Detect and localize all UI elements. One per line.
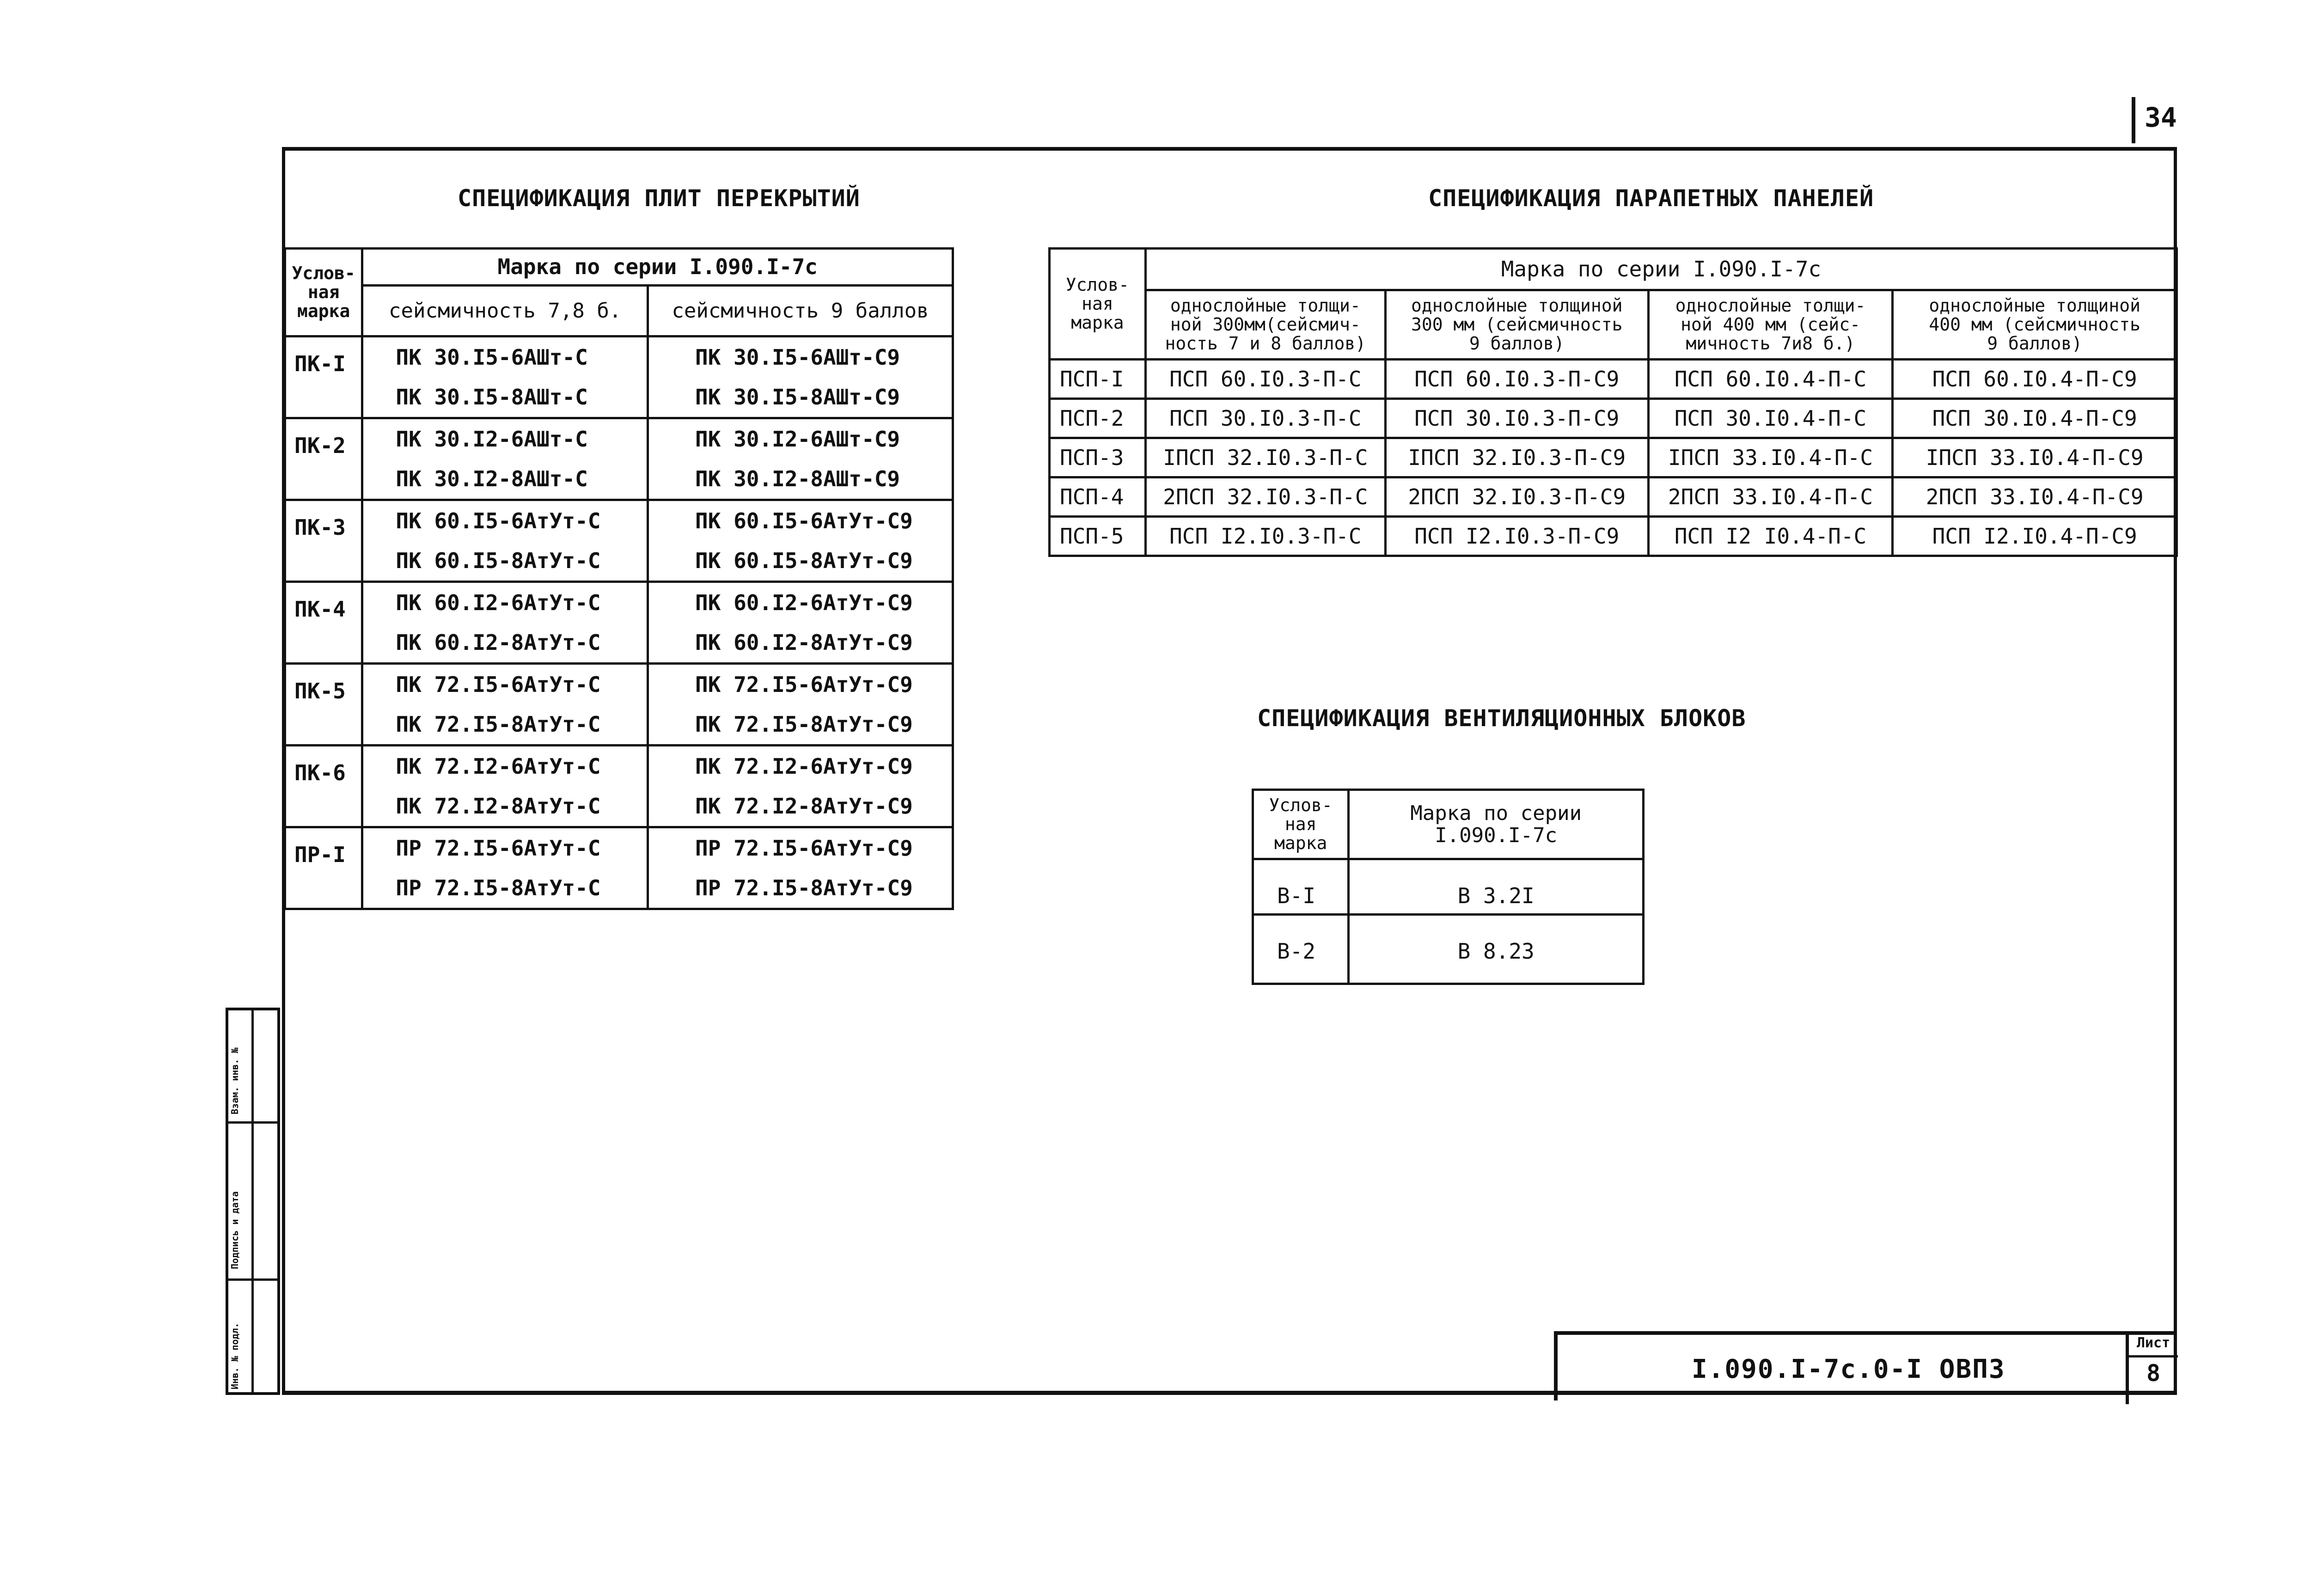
side-stamp-separator — [228, 1278, 277, 1281]
slabs-row-seismic-78 — [362, 827, 648, 909]
slab-brand: ПК 60.I2-8АтУт-С9 — [695, 630, 913, 655]
slab-brand: ПК 60.I2-8АтУт-С — [396, 630, 601, 655]
vent-row-mark: В-2 — [1253, 915, 1349, 984]
parapet-brand: ПСП I2.I0.3-П-С — [1145, 517, 1385, 556]
parapet-brand: ПСП I2.I0.3-П-С9 — [1385, 517, 1648, 556]
vent-header-series: Марка по серии I.090.I-7с — [1349, 790, 1644, 859]
parapets-title: СПЕЦИФИКАЦИЯ ПАРАПЕТНЫХ ПАНЕЛЕЙ — [1428, 185, 1874, 212]
side-stamp-separator — [228, 1121, 277, 1124]
slabs-table — [284, 247, 954, 910]
slabs-row — [285, 418, 953, 500]
side-stamp-label-2: Подпись и дата — [229, 1191, 240, 1269]
slab-brand: ПК 30.I2-8АШт-С — [396, 466, 588, 491]
slabs-row-mark: ПК-5 — [285, 664, 362, 746]
parapets-row-mark: ПСП-3 — [1050, 438, 1146, 477]
parapets-subheader-4: однослойные толщиной 400 мм (сейсмичность 9 баллов) — [1893, 290, 2177, 360]
vent-header-mark: Услов- ная марка — [1253, 790, 1349, 859]
parapets-header-mark: Услов- ная марка — [1050, 249, 1146, 360]
slabs-row — [285, 746, 953, 827]
parapet-brand: ПСП 60.I0.3-П-С — [1145, 360, 1385, 399]
slabs-row — [285, 664, 953, 746]
slab-brand: ПК 72.I5-8АтУт-С — [396, 712, 601, 737]
parapets-row-mark: ПСП-I — [1050, 360, 1146, 399]
slabs-row-seismic-9 — [648, 418, 953, 500]
sheet-box-value: 8 — [2146, 1360, 2161, 1387]
slabs-row-seismic-9 — [648, 746, 953, 827]
slab-brand: ПК 72.I2-6АтУт-С — [396, 754, 601, 779]
document-code: I.090.I-7с.0-I ОВПЗ — [1692, 1354, 2005, 1384]
slabs-header-mark: Услов- ная марка — [285, 249, 362, 336]
vent-table — [1252, 789, 1645, 985]
slabs-title: СПЕЦИФИКАЦИЯ ПЛИТ ПЕРЕКРЫТИЙ — [458, 185, 860, 212]
parapet-brand: IПСП 32.I0.3-П-С — [1145, 438, 1385, 477]
slabs-row-mark: ПР-I — [285, 827, 362, 909]
slab-brand: ПР 72.I5-8АтУт-С — [396, 875, 601, 900]
slabs-row — [285, 500, 953, 582]
parapets-subheader-2: однослойные толщиной 300 мм (сейсмичность 9 баллов) — [1385, 290, 1648, 360]
slabs-row-seismic-78 — [362, 336, 648, 418]
vent-row — [1253, 915, 1644, 984]
slab-brand: ПК 72.I2-6АтУт-С9 — [695, 754, 913, 779]
side-stamp-label-3: Взам. инв. № — [229, 1047, 240, 1114]
parapet-brand: ПСП 30.I0.3-П-С — [1145, 399, 1385, 438]
parapet-brand: IПСП 33.I0.4-П-С — [1648, 438, 1893, 477]
parapets-row-mark: ПСП-2 — [1050, 399, 1146, 438]
slabs-row-mark: ПК-3 — [285, 500, 362, 582]
slab-brand: ПК 30.I5-8АШт-С — [396, 385, 588, 410]
slab-brand: ПК 30.I5-8АШт-С9 — [695, 385, 900, 410]
slab-brand: ПР 72.I5-6АтУт-С — [396, 836, 601, 861]
slabs-row-seismic-78 — [362, 746, 648, 827]
slabs-row — [285, 582, 953, 664]
slabs-row-mark: ПК-2 — [285, 418, 362, 500]
slabs-row-seismic-9 — [648, 500, 953, 582]
slabs-row — [285, 336, 953, 418]
parapet-brand: ПСП 30.I0.3-П-С9 — [1385, 399, 1648, 438]
slab-brand: ПК 30.I2-6АШт-С9 — [695, 427, 900, 452]
parapet-brand: ПСП 30.I0.4-П-С — [1648, 399, 1893, 438]
parapets-row-mark: ПСП-5 — [1050, 517, 1146, 556]
slabs-row-seismic-9 — [648, 336, 953, 418]
vent-title: СПЕЦИФИКАЦИЯ ВЕНТИЛЯЦИОННЫХ БЛОКОВ — [1257, 705, 1746, 732]
slab-brand: ПК 30.I2-6АШт-С — [396, 427, 588, 452]
slab-brand: ПК 72.I5-6АтУт-С — [396, 672, 601, 697]
parapets-row — [1050, 399, 2177, 438]
vent-row — [1253, 859, 1644, 915]
parapets-row — [1050, 477, 2177, 517]
slab-brand: ПК 72.I5-6АтУт-С9 — [695, 672, 913, 697]
slab-brand: ПК 72.I5-8АтУт-С9 — [695, 712, 913, 737]
parapet-brand: ПСП 30.I0.4-П-С9 — [1893, 399, 2177, 438]
slab-brand: ПК 60.I5-8АтУт-С — [396, 548, 601, 573]
slab-brand: ПК 60.I5-6АтУт-С — [396, 508, 601, 533]
parapets-subheader-3: однослойные толщи- ной 400 мм (сейс- мичность 7и8 б.) — [1648, 290, 1893, 360]
slab-brand: ПК 72.I2-8АтУт-С9 — [695, 794, 913, 819]
parapet-brand: ПСП I2 I0.4-П-С — [1648, 517, 1893, 556]
sheet-box — [2126, 1331, 2178, 1404]
side-stamp-label-1: Инв. № подл. — [229, 1322, 240, 1389]
slab-brand: ПК 72.I2-8АтУт-С — [396, 794, 601, 819]
parapets-row — [1050, 360, 2177, 399]
slab-brand: ПР 72.I5-8АтУт-С9 — [695, 875, 913, 900]
parapet-brand: IПСП 33.I0.4-П-С9 — [1893, 438, 2177, 477]
slabs-row — [285, 827, 953, 909]
slab-brand: ПК 60.I5-8АтУт-С9 — [695, 548, 913, 573]
slab-brand: ПК 60.I2-6АтУт-С9 — [695, 590, 913, 615]
slab-brand: ПР 72.I5-6АтУт-С9 — [695, 836, 913, 861]
slab-brand: ПК 30.I2-8АШт-С9 — [695, 466, 900, 491]
parapets-table — [1048, 247, 2178, 557]
slabs-header-series: Марка по серии I.090.I-7с — [362, 249, 953, 286]
slab-brand: ПК 60.I5-6АтУт-С9 — [695, 508, 913, 533]
slabs-header-col1: сейсмичность 7,8 б. — [362, 286, 648, 336]
side-stamp — [226, 1008, 280, 1395]
parapet-brand: IПСП 32.I0.3-П-С9 — [1385, 438, 1648, 477]
sheet-number: 34 — [2145, 102, 2177, 133]
vent-row-mark: В-I — [1253, 859, 1349, 915]
parapet-brand: ПСП 60.I0.4-П-С — [1648, 360, 1893, 399]
parapet-brand: ПСП 60.I0.4-П-С9 — [1893, 360, 2177, 399]
parapet-brand: 2ПСП 33.I0.4-П-С — [1648, 477, 1893, 517]
slabs-row-seismic-78 — [362, 418, 648, 500]
parapets-row-mark: ПСП-4 — [1050, 477, 1146, 517]
slabs-header-col2: сейсмичность 9 баллов — [648, 286, 953, 336]
parapet-brand: 2ПСП 32.I0.3-П-С9 — [1385, 477, 1648, 517]
parapets-row — [1050, 517, 2177, 556]
slabs-row-mark: ПК-6 — [285, 746, 362, 827]
slab-brand: ПК 30.I5-6АШт-С9 — [695, 345, 900, 370]
vent-block-brand: В 3.2I — [1349, 859, 1644, 915]
slabs-row-seismic-78 — [362, 664, 648, 746]
sheet-number-tick — [2132, 97, 2135, 143]
parapet-brand: ПСП 60.I0.3-П-С9 — [1385, 360, 1648, 399]
parapets-header-series: Марка по серии I.090.I-7с — [1145, 249, 2176, 290]
slabs-row-seismic-9 — [648, 582, 953, 664]
slabs-row-seismic-78 — [362, 582, 648, 664]
slab-brand: ПК 30.I5-6АШт-С — [396, 345, 588, 370]
slabs-row-mark: ПК-I — [285, 336, 362, 418]
vent-block-brand: В 8.23 — [1349, 915, 1644, 984]
slabs-row-seismic-9 — [648, 827, 953, 909]
parapets-row — [1050, 438, 2177, 477]
parapets-subheader-1: однослойные толщи- ной 300мм(сейсмич- ность 7 и 8 баллов) — [1145, 290, 1385, 360]
slabs-row-seismic-9 — [648, 664, 953, 746]
slabs-row-mark: ПК-4 — [285, 582, 362, 664]
parapet-brand: ПСП I2.I0.4-П-С9 — [1893, 517, 2177, 556]
parapet-brand: 2ПСП 32.I0.3-П-С — [1145, 477, 1385, 517]
slab-brand: ПК 60.I2-6АтУт-С — [396, 590, 601, 615]
sheet-box-label: Лист — [2129, 1331, 2178, 1358]
slabs-row-seismic-78 — [362, 500, 648, 582]
parapet-brand: 2ПСП 33.I0.4-П-С9 — [1893, 477, 2177, 517]
title-stamp — [1554, 1331, 2177, 1400]
